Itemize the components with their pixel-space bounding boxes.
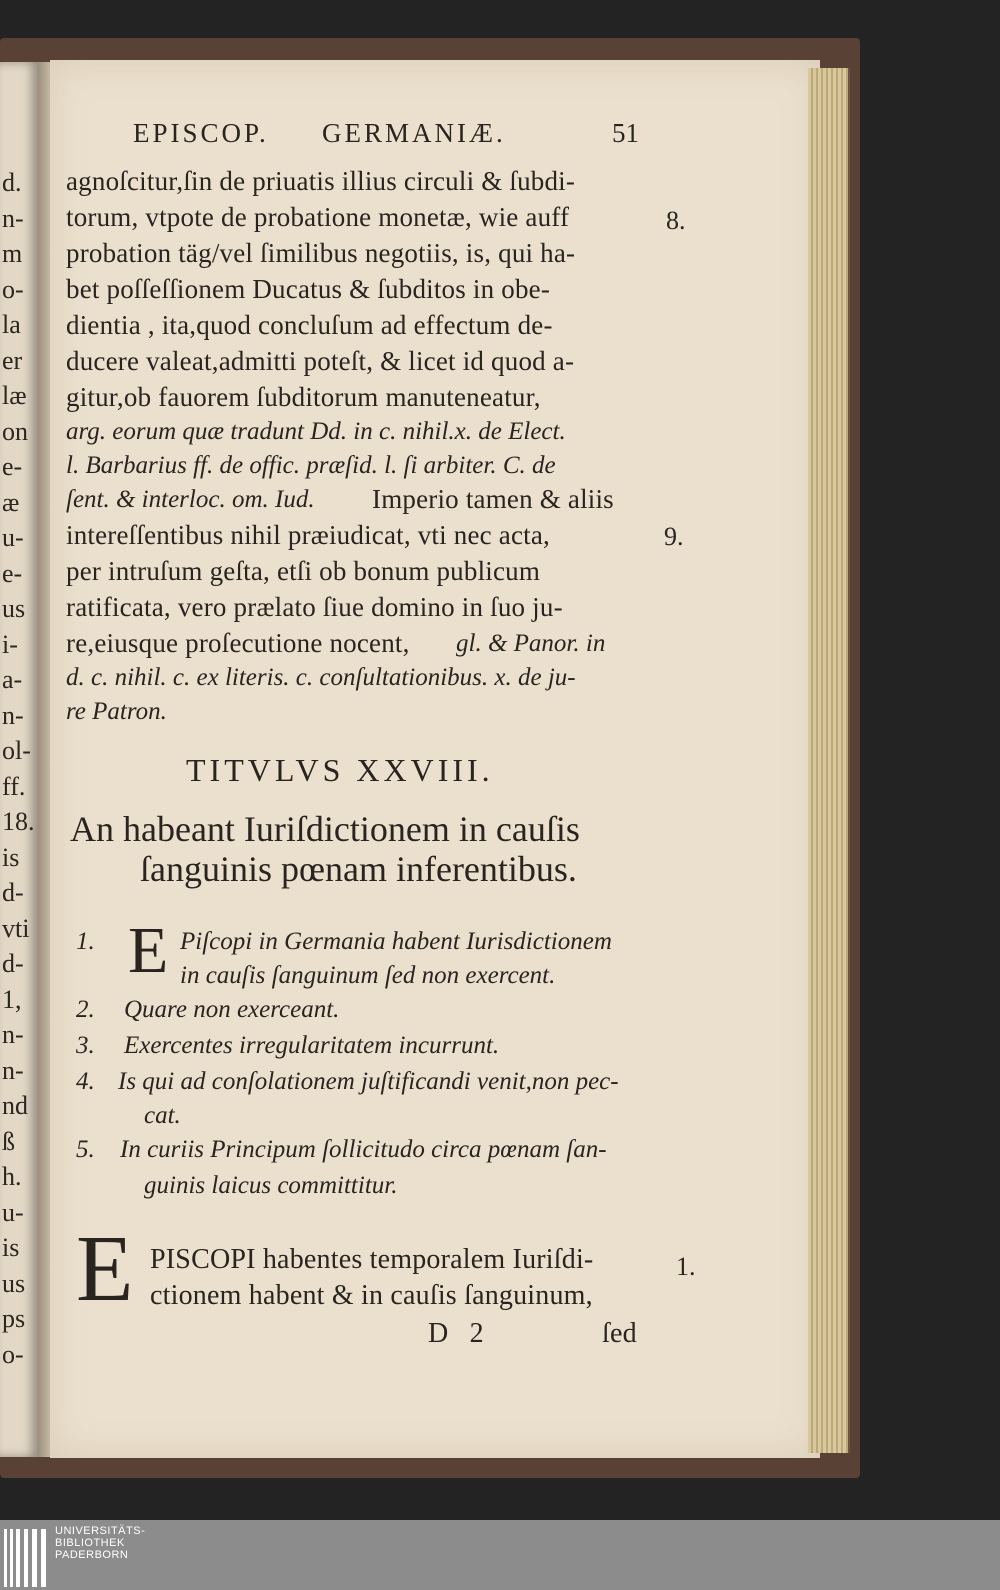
left-page-fragment: læ [2, 381, 27, 410]
margin-number: 8. [666, 206, 686, 235]
footer-bar [0, 1520, 1000, 1590]
left-page-fragment: us [2, 1268, 26, 1298]
summary-number: 1. [76, 928, 95, 955]
left-page-fragment: is [2, 1233, 20, 1262]
left-page-fragment: a- [2, 665, 23, 694]
left-page-fragment: d- [2, 878, 24, 907]
left-page-fragment: ps [2, 1304, 26, 1333]
left-page-fragment: er [2, 345, 23, 375]
signature-mark: D 2 [428, 1318, 484, 1349]
body-line: intereſſentibus nihil præiudicat, vti nec acta, [66, 520, 551, 550]
summary-line: Is qui ad conſolationem juſtificandi venit,non pec- [118, 1068, 619, 1095]
body-line: probation täg/vel ſimilibus negotiis, is, qui ha- [66, 238, 576, 268]
body-line: ctionem habent & in cauſis ſanguinum, [150, 1280, 593, 1311]
citation-line: ſent. & interloc. om. Iud. [66, 486, 315, 513]
citation-line: d. c. nihil. c. ex literis. c. conſultationibus. x. de ju- [66, 664, 576, 691]
drop-capital: E [128, 914, 169, 987]
left-page-fragment: i- [2, 629, 18, 659]
running-header-left: EPISCOP. [133, 118, 269, 148]
summary-line: in cauſis ſanguinum ſed non exercent. [180, 962, 556, 989]
left-page-fragment: u- [2, 1197, 24, 1227]
left-page-fragment: e- [2, 452, 23, 481]
margin-number: 1. [676, 1252, 696, 1281]
body-line: ratificata, vero prælato ſiue domino in ſuo ju- [66, 592, 563, 622]
summary-number: 5. [76, 1136, 95, 1163]
section-heading: An habeant Iuriſdictionem in cauſis [70, 809, 580, 849]
body-line: PISCOPI habentes temporalem Iuriſdi- [150, 1244, 594, 1275]
body-line: bet poſſeſſionem Ducatus & ſubditos in obe- [66, 274, 551, 304]
left-page-fragment: o- [2, 1339, 24, 1369]
left-page-fragment: la [2, 310, 21, 339]
body-line: torum, vtpote de probatione monetæ, wie auff [66, 202, 570, 232]
body-line: Imperio tamen & aliis [372, 484, 614, 514]
citation-line: re Patron. [66, 698, 167, 725]
left-page-fragment: on [2, 416, 28, 446]
left-page-fragment: 18. [2, 807, 35, 836]
summary-number: 2. [76, 996, 95, 1023]
left-page-fragment: æ [2, 487, 20, 517]
catchword: ſed [602, 1318, 637, 1349]
summary-number: 3. [76, 1032, 95, 1059]
left-page-fragment: vti [2, 913, 30, 943]
left-page-fragment: d- [2, 949, 24, 978]
left-page-fragment: o- [2, 274, 24, 304]
summary-line: Quare non exerceant. [124, 996, 340, 1023]
left-page-edge [0, 62, 38, 1457]
library-name-line: BIBLIOTHEK [55, 1537, 125, 1549]
drop-capital: E [76, 1217, 134, 1321]
body-line: dientia , ita,quod concluſum ad effectum de- [66, 310, 553, 340]
left-page-fragment: 1, [2, 984, 22, 1014]
left-page-fragment: n- [2, 700, 24, 730]
left-page-fragment: u- [2, 523, 24, 552]
citation-line: l. Barbarius ff. de offic. præſid. l. ſi arbiter. C. de [66, 452, 556, 479]
section-heading: ſanguinis pœnam inferentibus. [140, 849, 577, 889]
summary-line: guinis laicus committitur. [144, 1172, 398, 1199]
summary-line: Exercentes irregularitatem incurrunt. [124, 1032, 500, 1059]
library-name-line: PADERBORN [55, 1549, 129, 1561]
summary-number: 4. [76, 1068, 95, 1095]
left-page-fragment: n- [2, 1020, 24, 1049]
left-page-fragment: ol- [2, 736, 31, 765]
summary-line: Piſcopi in Germania habent Iurisdictionem [180, 928, 612, 955]
citation-line: arg. eorum quæ tradunt Dd. in c. nihil.x. de Elect. [66, 418, 566, 445]
left-page-fragment: n- [2, 203, 24, 233]
body-line: agnoſcitur,ſin de priuatis illius circuli & ſubdi- [66, 166, 576, 196]
left-page-fragment: d. [2, 168, 22, 197]
body-line: gitur,ob fauorem ſubditorum manuteneatur, [66, 382, 541, 412]
margin-number: 9. [664, 522, 684, 551]
left-page-fragment: e- [2, 558, 23, 588]
left-page-fragment: nd [2, 1091, 28, 1120]
left-page-fragment: us [2, 594, 26, 623]
left-page-fragment: m [2, 239, 23, 268]
section-title: TITVLVS XXVIII. [186, 752, 494, 788]
library-name-line: UNIVERSITÄTS- [55, 1525, 146, 1537]
body-line: ducere valeat,admitti poteſt, & licet id quod a- [66, 346, 575, 376]
left-page-fragment: n- [2, 1055, 24, 1085]
running-header-center: GERMANIÆ. [322, 118, 506, 148]
left-page-fragment: ß [2, 1126, 15, 1156]
left-page-fragment: h. [2, 1162, 22, 1191]
page-edges [808, 68, 850, 1453]
left-page-fragment: ff. [2, 771, 26, 801]
citation-line: gl. & Panor. in [456, 630, 606, 657]
left-page-fragment: is [2, 842, 20, 872]
page-number: 51 [612, 118, 639, 148]
body-line: re,eiusque proſecutione nocent, [66, 628, 410, 658]
summary-line: cat. [144, 1102, 181, 1129]
body-line: per intruſum geſta, etſi ob bonum publicum [66, 556, 541, 586]
summary-line: In curiis Principum ſollicitudo circa pœnam ſan- [120, 1136, 607, 1163]
